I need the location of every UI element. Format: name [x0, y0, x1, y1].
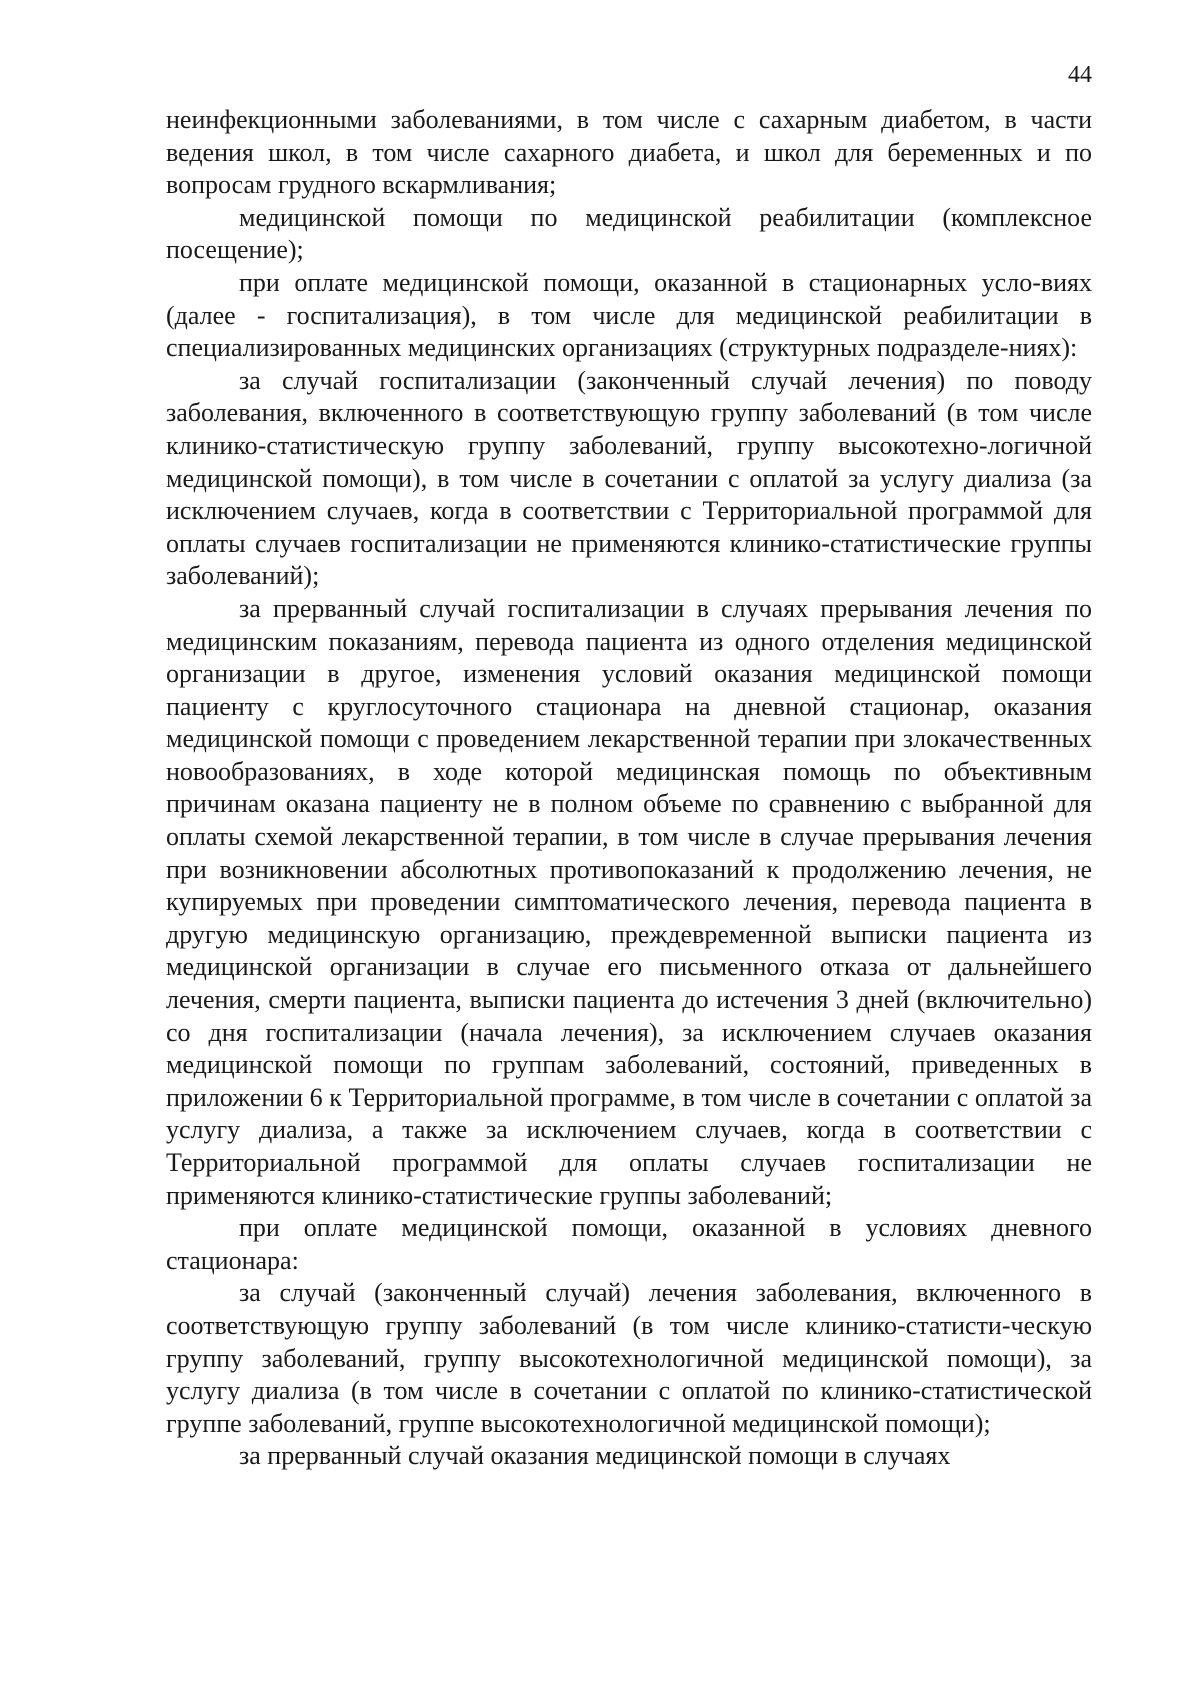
- paragraph-2: медицинской помощи по медицинской реабилитации (комплексное посещение);: [166, 202, 1092, 265]
- paragraph-7: за случай (законченный случай) лечения заболевания, включенного в соответствующую группу заболеваний (в том числе клинико-статисти-ческую группу заболеваний, группу высокотехнологичной медицинской помощи), за услугу диализа (в том числе в сочетании с оплатой по клинико-статистической группе заболеваний, группе высокотехнологичной медицинской помощи);: [166, 1278, 1092, 1438]
- paragraph-6: при оплате медицинской помощи, оказанной в условиях дневного стационара:: [166, 1213, 1092, 1275]
- paragraph-3: при оплате медицинской помощи, оказанной в стационарных усло-виях (далее - госпитализация), в том числе для медицинской реабилитации в специализированных медицинских организациях (структурных подразделе-ниях):: [166, 267, 1092, 363]
- page-number: 44: [1068, 62, 1092, 88]
- paragraph-8: за прерванный случай оказания медицинской помощи в случаях: [239, 1441, 951, 1471]
- paragraph-4: за случай госпитализации (законченный случай лечения) по поводу заболевания, включенного в соответствующую группу заболеваний (в том числе клинико-статистическую группу заболеваний, группу высокотехно-логичной медицинской помощи), в том числе в сочетании с оплатой за услугу диализа (за исключением случаев, когда в соответствии с Территориальной программой для оплаты случаев госпитализации не применяются клинико-статистические группы заболеваний);: [166, 365, 1092, 591]
- document-body: [166, 104, 1092, 1473]
- paragraph-5: за прерванный случай госпитализации в случаях прерывания лечения по медицинским показаниям, перевода пациента из одного отделения медицинской организации в другое, изменения условий оказания медицинской помощи пациенту с круглосуточного стационара на дневной стационар, оказания медицинской помощи с проведением лекарственной терапии при злокачественных новообразованиях, в ходе которой медицинская помощь по объективным причинам оказана пациенту не в полном объеме по сравнению с выбранной для оплаты схемой лекарственной терапии, в том числе в случае прерывания лечения при возникновении абсолютных противопоказаний к продолжению лечения, не купируемых при проведении симптоматического лечения, перевода пациента в другую медицинскую организацию, преждевременной выписки пациента из медицинской организации в случае его письменного отказа от дальнейшего лечения, смерти пациента, выписки пациента до истечения 3 дней (включительно) со дня госпитализации (начала лечения), за исключением случаев оказания медицинской помощи по группам заболеваний, состояний, приведенных в приложении 6 к Территориальной программе, в том числе в сочетании с оплатой за услугу диализа, а также за исключением случаев, когда в соответствии с Территориальной программой для оплаты случаев госпитализации не применяются клинико-статистические группы заболеваний;: [166, 593, 1092, 1210]
- paragraph-1: неинфекционными заболеваниями, в том числе с сахарным диабетом, в части ведения школ, в том числе сахарного диабета, и школ для беременных и по вопросам грудного вскармливания;: [166, 105, 1092, 200]
